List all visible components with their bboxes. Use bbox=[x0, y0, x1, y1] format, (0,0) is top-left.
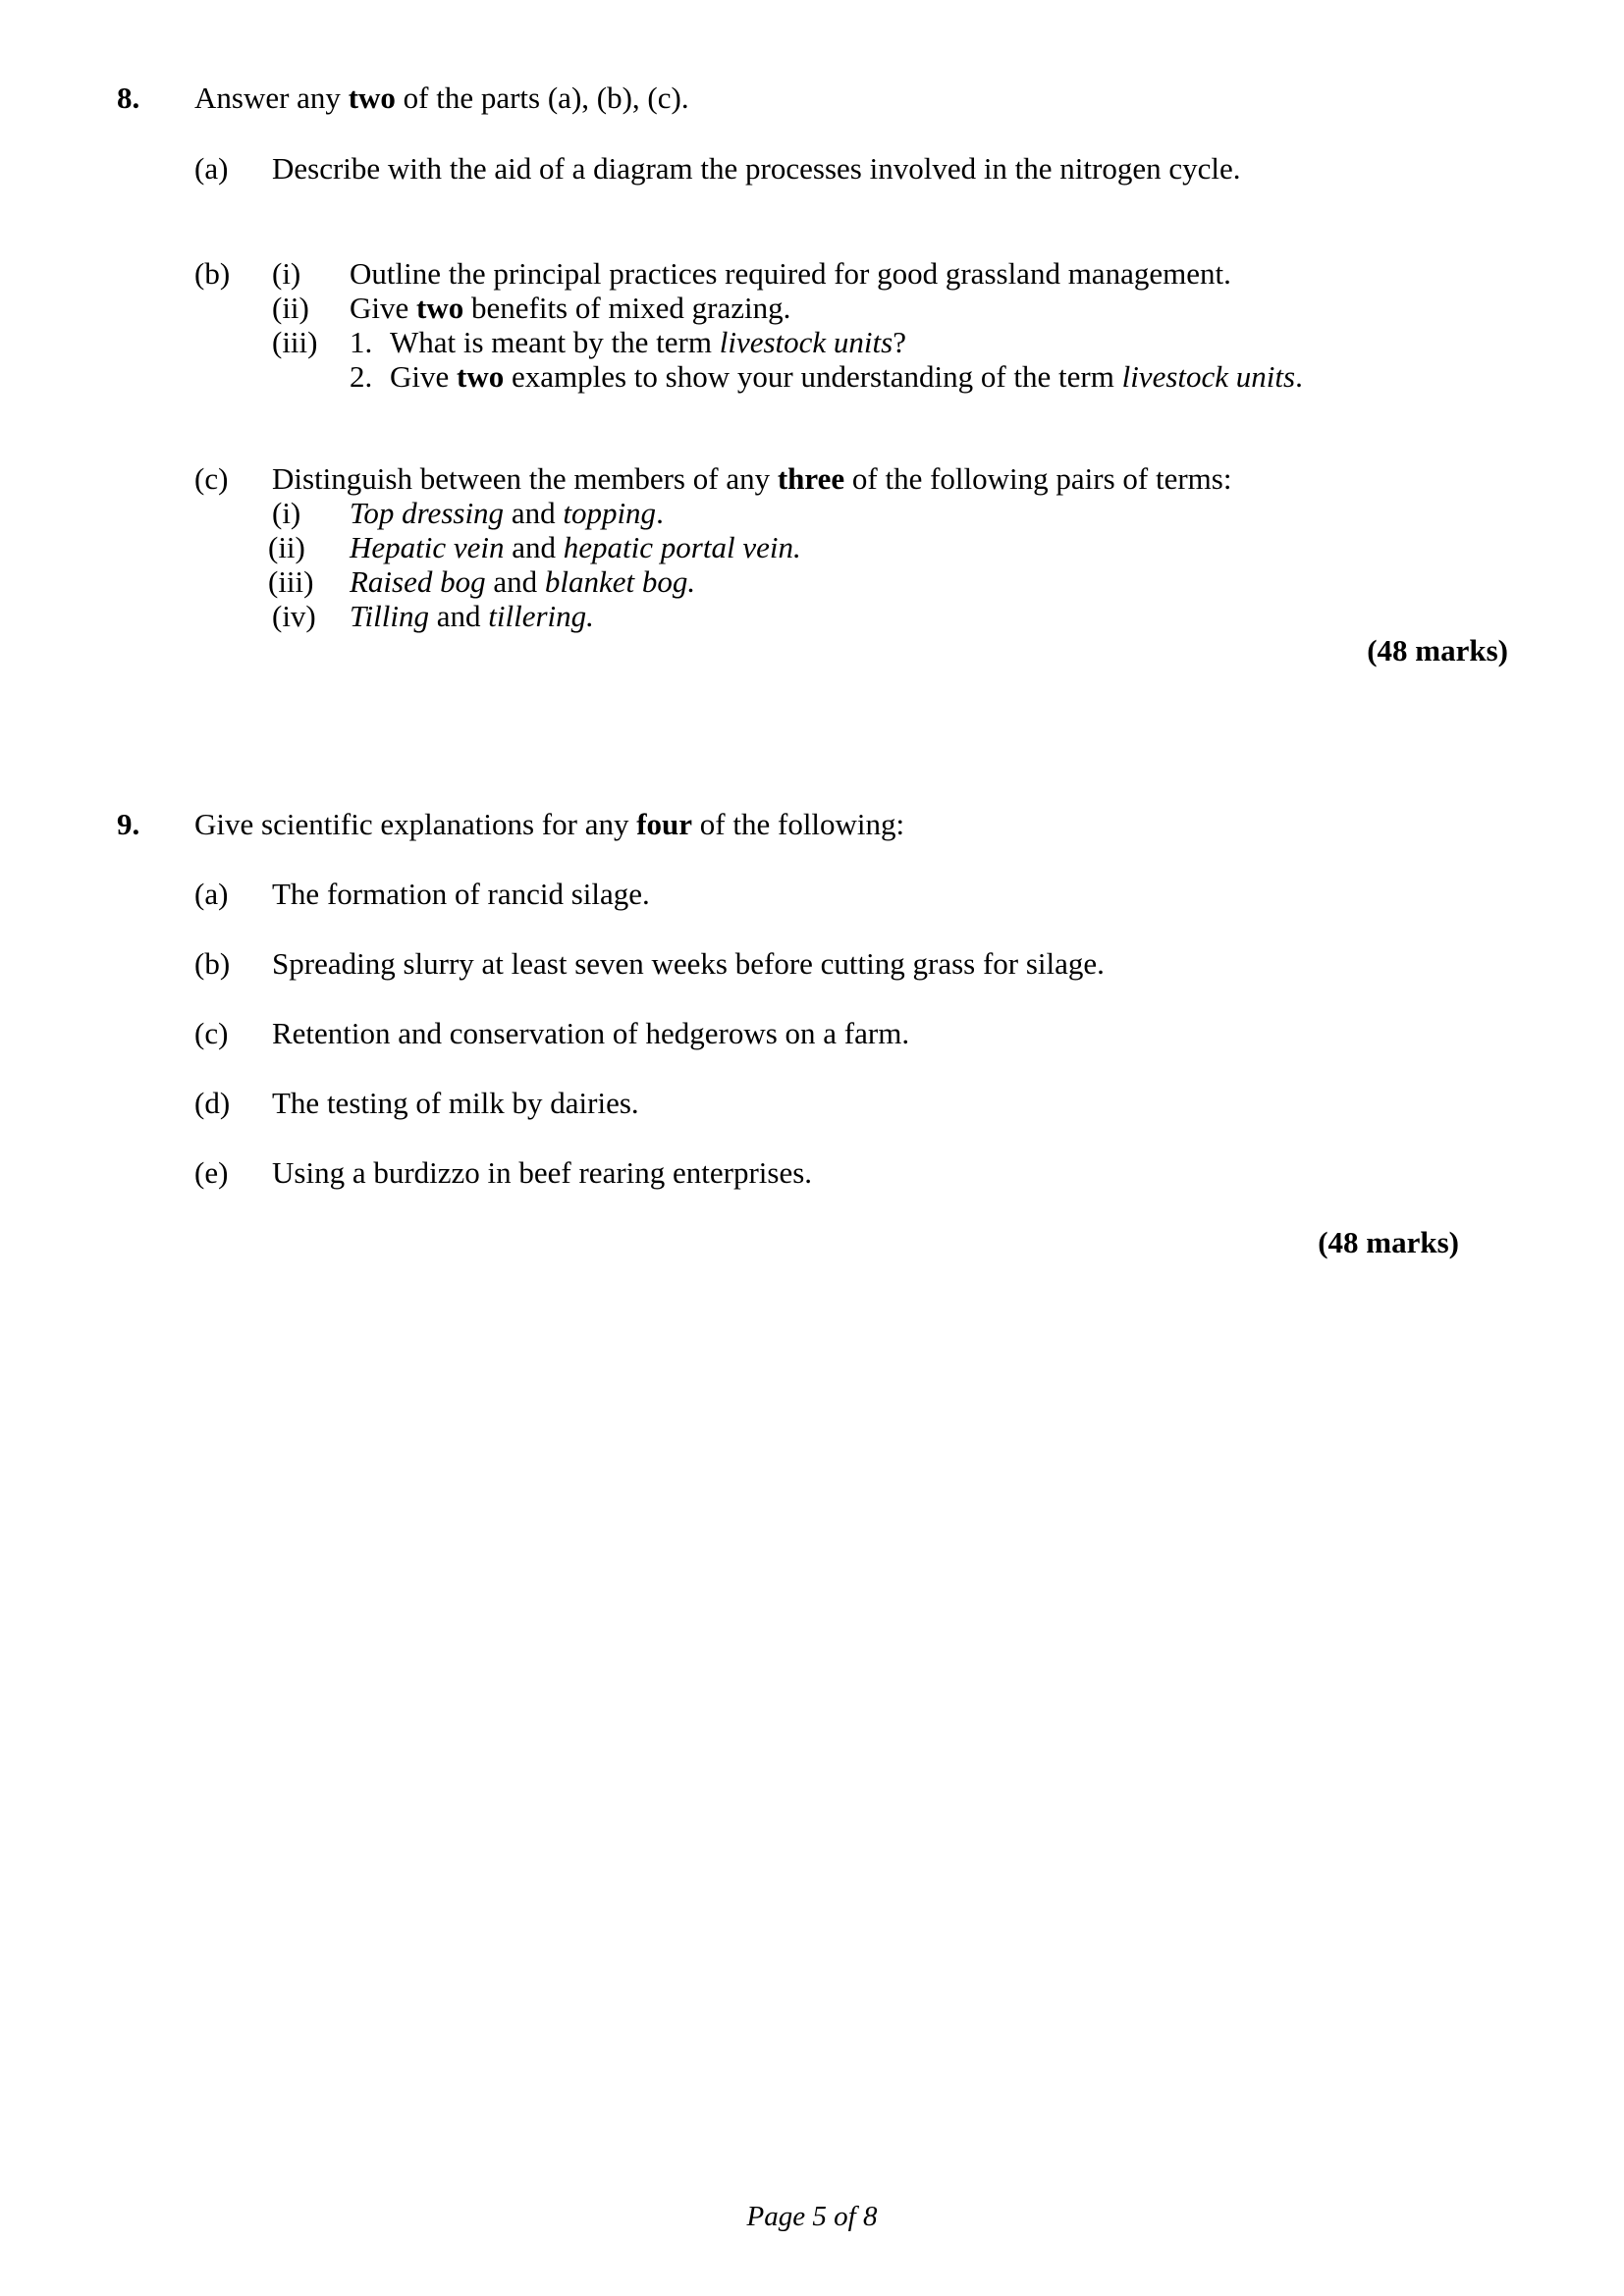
intro-text: Answer any bbox=[194, 80, 349, 115]
italic-term: livestock units bbox=[1121, 359, 1296, 394]
question-9-number: 9. bbox=[117, 807, 140, 841]
intro-text-end: of the parts (a), (b), (c). bbox=[395, 80, 689, 115]
q8-c-item-text bbox=[350, 530, 801, 564]
term-1: Tilling bbox=[350, 599, 429, 633]
q9-item-label: (e) bbox=[194, 1155, 229, 1190]
text: What is meant by the term bbox=[390, 325, 720, 359]
text-end: ? bbox=[893, 325, 906, 359]
q8-b-iii-2-text bbox=[390, 359, 1303, 394]
question-9-intro bbox=[194, 807, 904, 841]
question-8-intro bbox=[194, 80, 689, 115]
q9-item-label: (a) bbox=[194, 877, 229, 911]
q8-c-item-label: (ii) bbox=[268, 530, 305, 564]
italic-term: livestock units bbox=[719, 325, 893, 359]
bold-text: three bbox=[777, 461, 845, 496]
intro-text: Give scientific explanations for any bbox=[194, 807, 637, 841]
term-2: topping bbox=[563, 496, 657, 530]
intro-bold: two bbox=[348, 80, 396, 115]
bold-text: two bbox=[416, 291, 464, 325]
q8-b-iii-1-num: 1. bbox=[350, 325, 373, 359]
q9-item-text: Retention and conservation of hedgerows on a farm. bbox=[272, 1016, 910, 1050]
q8-part-b-label: (b) bbox=[194, 256, 231, 291]
q9-marks: (48 marks) bbox=[1318, 1225, 1459, 1259]
q9-item-label: (b) bbox=[194, 946, 231, 981]
q8-c-item-label: (iii) bbox=[268, 564, 314, 599]
q8-b-iii-label: (iii) bbox=[272, 325, 318, 359]
text: Give bbox=[390, 359, 458, 394]
q9-item-label: (c) bbox=[194, 1016, 229, 1050]
q8-c-item-text bbox=[350, 564, 695, 599]
term-2: hepatic portal vein. bbox=[563, 530, 801, 564]
and-text: and bbox=[485, 564, 545, 599]
term-2: blanket bog. bbox=[544, 564, 696, 599]
page-footer: Page 5 of 8 bbox=[746, 2201, 878, 2232]
q8-part-a-text: Describe with the aid of a diagram the processes involved in the nitrogen cycle. bbox=[272, 151, 1241, 186]
q8-marks: (48 marks) bbox=[1367, 633, 1508, 667]
q8-part-c-label: (c) bbox=[194, 461, 229, 496]
q9-item-text: The formation of rancid silage. bbox=[272, 877, 650, 911]
q8-c-intro bbox=[272, 461, 1231, 496]
term-1: Top dressing bbox=[350, 496, 505, 530]
term-1: Raised bog bbox=[350, 564, 486, 599]
text-end: benefits of mixed grazing. bbox=[463, 291, 791, 325]
question-8-number: 8. bbox=[117, 80, 140, 115]
and-text: and bbox=[504, 496, 564, 530]
end-punct: . bbox=[656, 496, 664, 530]
q8-b-ii-label: (ii) bbox=[272, 291, 309, 325]
and-text: and bbox=[428, 599, 489, 633]
q8-part-a-label: (a) bbox=[194, 151, 229, 186]
q8-b-iii-1-text bbox=[390, 325, 906, 359]
intro-bold: four bbox=[636, 807, 693, 841]
text-mid: examples to show your understanding of the term bbox=[504, 359, 1122, 394]
q8-b-iii-2-num: 2. bbox=[350, 359, 373, 394]
intro-text-end: of the following: bbox=[692, 807, 905, 841]
q8-b-ii-text bbox=[350, 291, 790, 325]
q8-c-item-text bbox=[350, 496, 664, 530]
text: Give bbox=[350, 291, 417, 325]
text-end: . bbox=[1295, 359, 1303, 394]
q8-c-item-label: (i) bbox=[272, 496, 301, 530]
q8-b-i-label: (i) bbox=[272, 256, 301, 291]
bold-text: two bbox=[457, 359, 505, 394]
q8-c-item-text bbox=[350, 599, 594, 633]
q8-b-i-text: Outline the principal practices required for good grassland management. bbox=[350, 256, 1231, 291]
term-2: tillering. bbox=[488, 599, 594, 633]
q9-item-text: The testing of milk by dairies. bbox=[272, 1086, 639, 1120]
term-1: Hepatic vein bbox=[350, 530, 505, 564]
text: Distinguish between the members of any bbox=[272, 461, 778, 496]
q9-item-text: Using a burdizzo in beef rearing enterprises. bbox=[272, 1155, 813, 1190]
text-end: of the following pairs of terms: bbox=[844, 461, 1232, 496]
q9-item-label: (d) bbox=[194, 1086, 231, 1120]
q9-item-text: Spreading slurry at least seven weeks before cutting grass for silage. bbox=[272, 946, 1105, 981]
q8-c-item-label: (iv) bbox=[272, 599, 316, 633]
and-text: and bbox=[504, 530, 564, 564]
